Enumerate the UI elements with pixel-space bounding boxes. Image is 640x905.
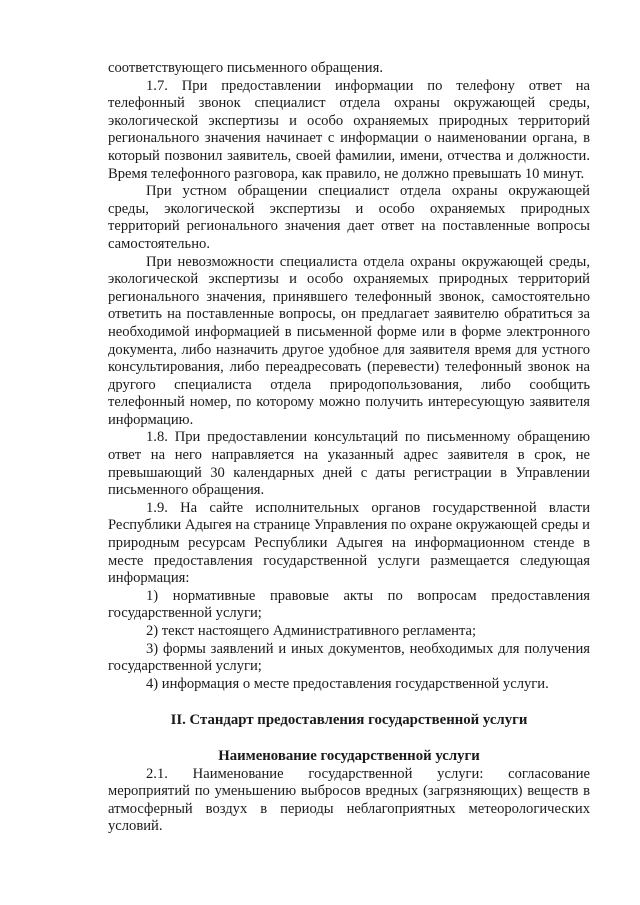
paragraph-impossibility: При невозможности специалиста отдела охраны окружающей среды, экологической экспертизы и особо охраняемых природных территорий регионального значения, принявшего телефонный звонок, самостоятельно ответить на поставленные вопросы, он предлагает заявителю обратиться за необходимой информацией в письменной форме или в форме электронного документа, либо назначить другое удобное для заявителя время для устного консультирования, либо переадресовать (перевести) телефонный звонок на другого специалиста отдела природопользования, либо сообщить телефонный номер, по которому можно получить интересующую заявителя информацию. [108,253,590,428]
paragraph-continuation: соответствующего письменного обращения. [108,60,383,76]
document-page [108,60,590,836]
section-heading: II. Стандарт предоставления государственной услуги [170,712,528,729]
paragraph-1-8: 1.8. При предоставлении консультаций по письменному обращению ответ на него направляется на указанный адрес заявителя в срок, не превышающий 30 календарных дней с даты регистрации в Управлении письменного обращения. [108,429,590,499]
paragraph-1-9: 1.9. На сайте исполнительных органов государственной власти Республики Адыгея на странице Управления по охране окружающей среды и природным ресурсам Республики Адыгея на информационном стенде в месте предоставления государственной услуги размещается следующая информация: [108,499,590,587]
list-item-1: 1) нормативные правовые акты по вопросам предоставления государственной услуги; [108,587,590,622]
sub-heading: Наименование государственной услуги [218,747,480,764]
paragraph-1-7: 1.7. При предоставлении информации по телефону ответ на телефонный звонок специалист отдела охраны окружающей среды, экологической экспертизы и особо охраняемых природных территорий регионального значения начинает с информации о наименовании органа, в который позвонил заявитель, своей фамилии, имени, отчества и должности. Время телефонного разговора, как правило, не должно превышать 10 минут. [108,77,590,182]
paragraph-oral-request: При устном обращении специалист отдела охраны окружающей среды, экологической экспертизы и особо охраняемых природных территорий регионального значения дает ответ на поставленные вопросы самостоятельно. [108,183,590,252]
list-item-2: 2) текст настоящего Административного регламента; [146,623,477,639]
paragraph-2-1: 2.1. Наименование государственной услуги: согласование мероприятий по уменьшению выбросов вредных (загрязняющих) веществ в атмосферный воздух в периоды неблагоприятных метеорологических условий. [108,765,590,835]
list-item-3: 3) формы заявлений и иных документов, необходимых для получения государственной услуги; [108,640,590,675]
list-item-4: 4) информация о месте предоставления государственной услуги. [146,675,549,692]
